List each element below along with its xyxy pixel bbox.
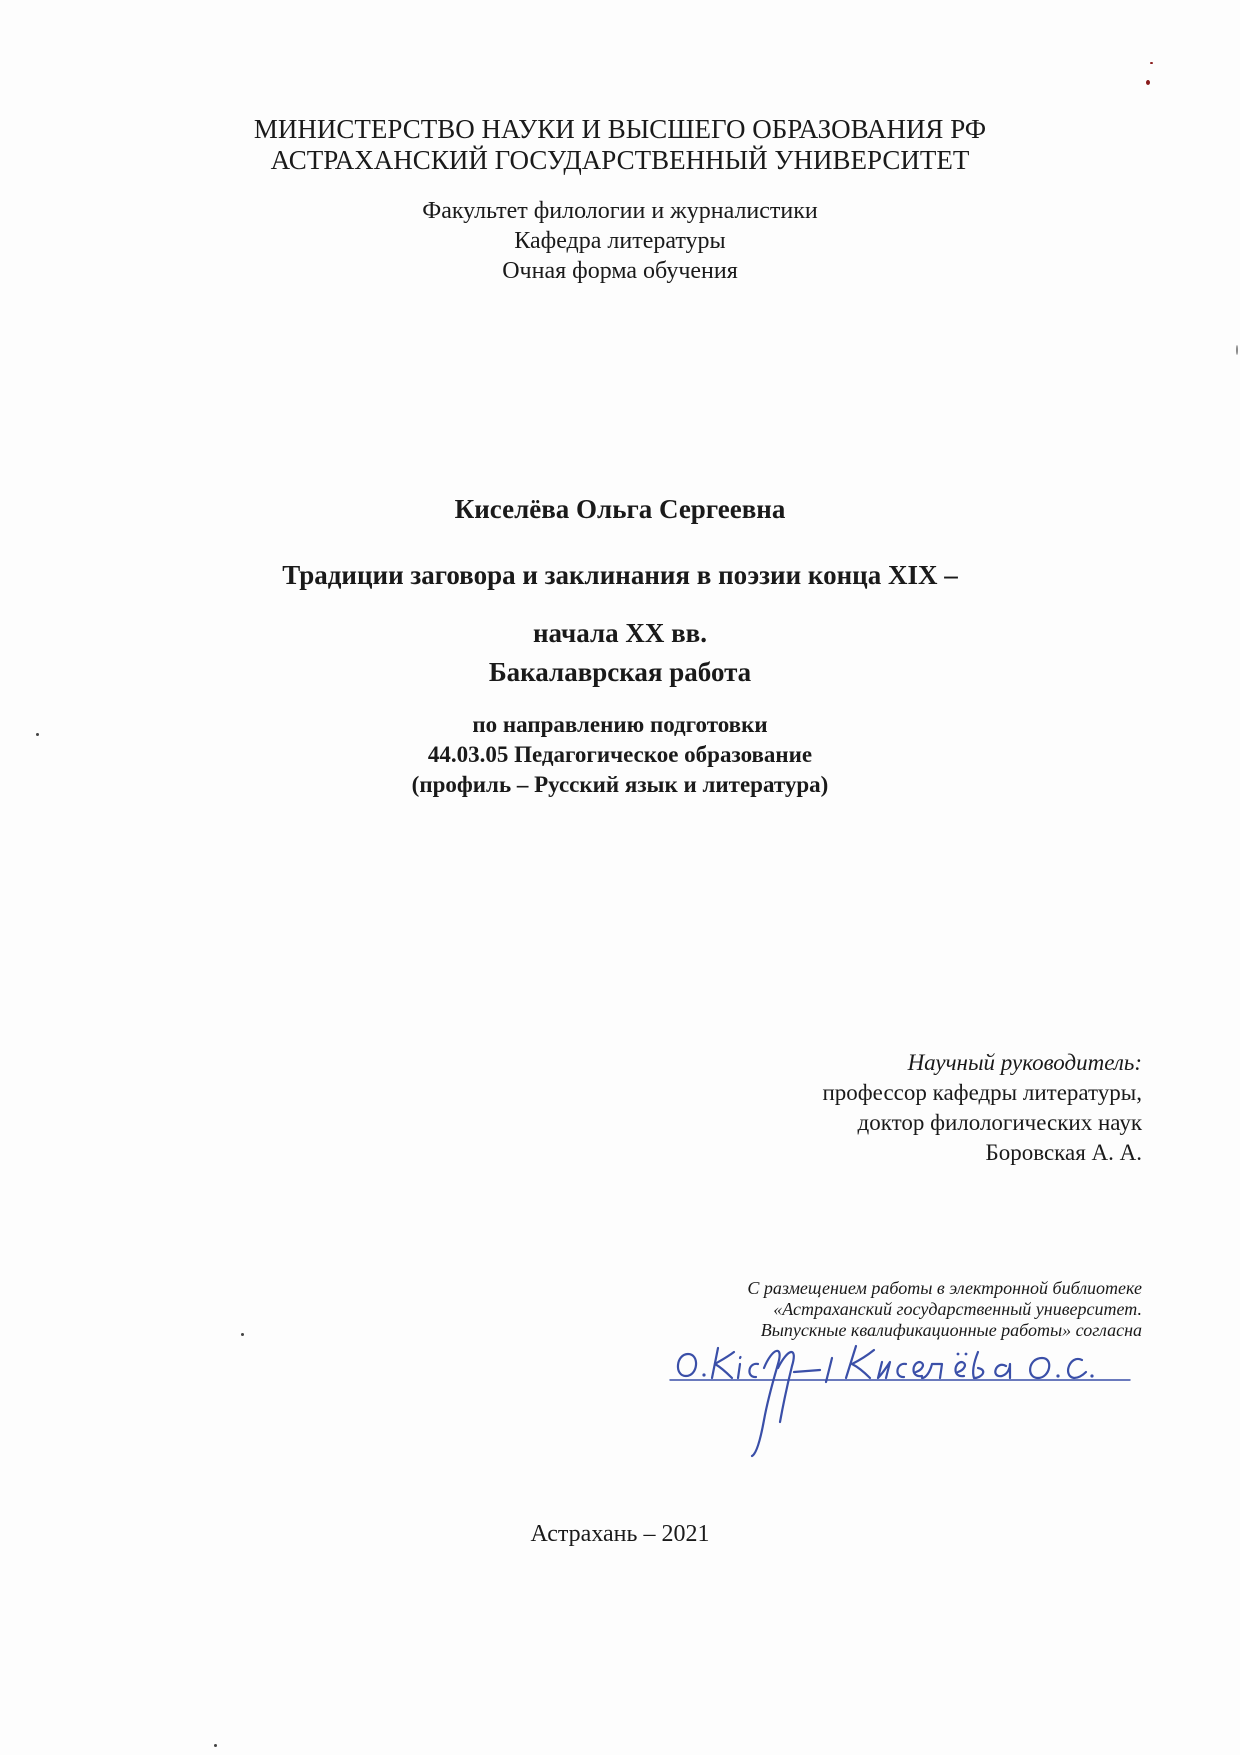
- work-type: Бакалаврская работа: [488, 657, 752, 687]
- direction-line-3: (профиль – Русский язык и литература): [411, 772, 829, 797]
- handwritten-signature: [660, 1338, 1180, 1468]
- thesis-title-line-1: Традиции заговора и заклинания в поэзии конца XIX –: [282, 560, 958, 590]
- supervisor-heading: Научный руководитель:: [907, 1050, 1142, 1075]
- supervisor-block: [822, 1048, 1142, 1168]
- author-name: Киселёва Ольга Сергеевна: [454, 494, 786, 524]
- direction-line-1: по направлению подготовки: [472, 712, 768, 737]
- scan-speck: [1236, 345, 1238, 355]
- supervisor-name: Боровская А. А.: [985, 1140, 1142, 1165]
- study-form: Очная форма обучения: [502, 258, 738, 284]
- thesis-title-line-2: начала XX вв.: [533, 618, 707, 648]
- institution-header: [0, 114, 1240, 176]
- consent-line-1: С размещением работы в электронной библиотеке: [747, 1278, 1142, 1298]
- ministry-line: МИНИСТЕРСТВО НАУКИ И ВЫСШЕГО ОБРАЗОВАНИЯ РФ: [253, 114, 987, 144]
- university-line: АСТРАХАНСКИЙ ГОСУДАРСТВЕННЫЙ УНИВЕРСИТЕТ: [270, 145, 970, 175]
- supervisor-degree: доктор филологических наук: [857, 1110, 1142, 1135]
- scan-speck: [1150, 62, 1153, 64]
- scan-speck: [241, 1333, 244, 1336]
- library-consent: [747, 1278, 1142, 1341]
- faculty-name: Факультет филологии и журналистики: [422, 198, 818, 224]
- faculty-block: [0, 196, 1240, 286]
- department-name: Кафедра литературы: [514, 228, 726, 254]
- scan-speck: [214, 1744, 217, 1747]
- consent-line-3: Выпускные квалификационные работы» согласна: [760, 1320, 1142, 1340]
- consent-line-2: «Астраханский государственный университет.: [773, 1299, 1142, 1319]
- scan-speck: [1146, 80, 1150, 85]
- study-direction: [0, 710, 1240, 800]
- direction-line-2: 44.03.05 Педагогическое образование: [427, 742, 813, 767]
- scan-speck: [36, 733, 39, 736]
- thesis-title: [0, 546, 1240, 662]
- city-year: Астрахань – 2021: [530, 1521, 710, 1547]
- supervisor-position: профессор кафедры литературы,: [822, 1080, 1142, 1105]
